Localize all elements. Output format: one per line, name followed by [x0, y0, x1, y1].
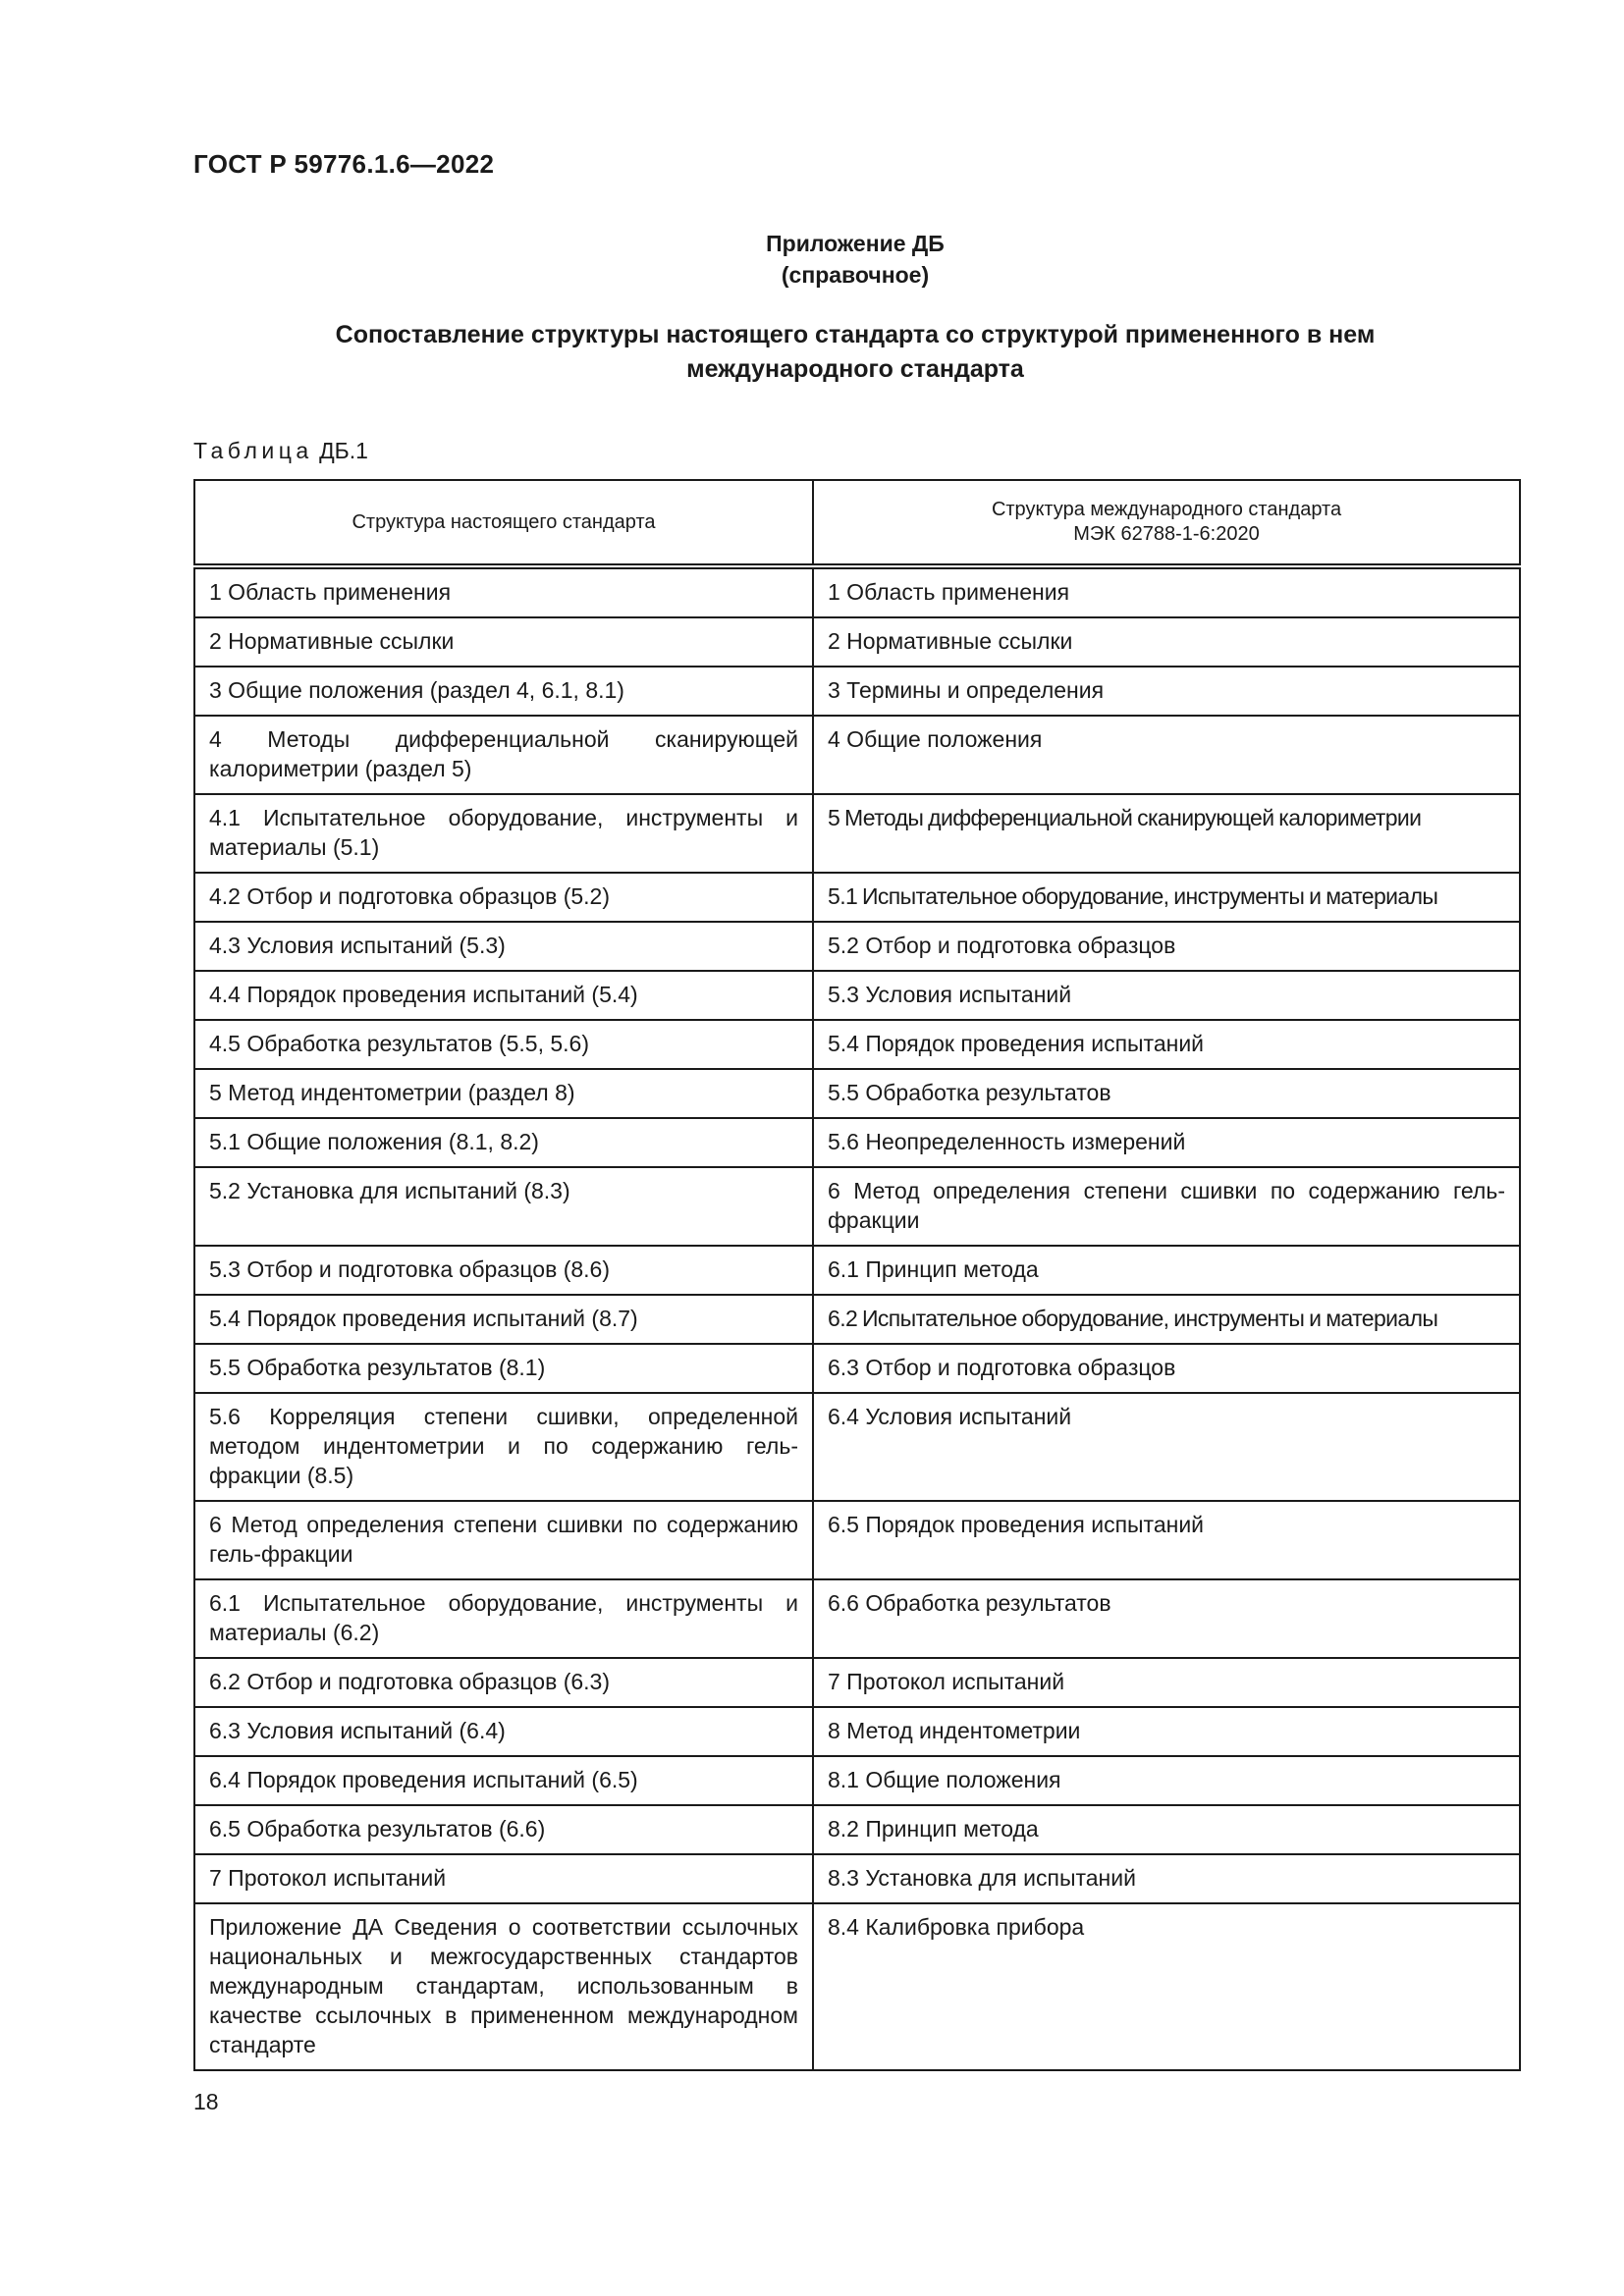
header-right-line-2: МЭК 62788-1-6:2020 [1073, 523, 1260, 545]
table-row [194, 1167, 1520, 1246]
cell-left: 4.5 Обработка результатов (5.5, 5.6) [194, 1020, 813, 1069]
annex-heading-line-1: Сопоставление структуры настоящего стандарта со структурой примененного в нем [335, 321, 1376, 348]
cell-right: 6.1 Принцип метода [813, 1246, 1520, 1295]
table-row [194, 1118, 1520, 1167]
cell-left: 5.6 Корреляция степени сшивки, определенной методом индентометрии и по содержанию гель-фракции (8.5) [194, 1393, 813, 1501]
cell-left: 5 Метод индентометрии (раздел 8) [194, 1069, 813, 1118]
table-row [194, 1658, 1520, 1707]
table-caption-word: Таблица [193, 438, 313, 463]
table-row [194, 716, 1520, 794]
table-row [194, 1295, 1520, 1344]
cell-left: 4.2 Отбор и подготовка образцов (5.2) [194, 873, 813, 922]
page-number: 18 [193, 2089, 219, 2114]
cell-left: 4.4 Порядок проведения испытаний (5.4) [194, 971, 813, 1020]
cell-left: 2 Нормативные ссылки [194, 617, 813, 667]
cell-right: 4 Общие положения [813, 716, 1520, 794]
table-caption-number: ДБ.1 [319, 438, 368, 463]
cell-left: 6.4 Порядок проведения испытаний (6.5) [194, 1756, 813, 1805]
cell-right: 8 Метод индентометрии [813, 1707, 1520, 1756]
cell-right: 8.2 Принцип метода [813, 1805, 1520, 1854]
cell-right: 5.3 Условия испытаний [813, 971, 1520, 1020]
cell-left: 5.3 Отбор и подготовка образцов (8.6) [194, 1246, 813, 1295]
annex-heading [193, 318, 1517, 387]
cell-left: 3 Общие положения (раздел 4, 6.1, 8.1) [194, 667, 813, 716]
cell-right: 6.5 Порядок проведения испытаний [813, 1501, 1520, 1579]
annex-title: Приложение ДБ [766, 231, 945, 256]
table-row [194, 1707, 1520, 1756]
cell-right: 6.2 Испытательное оборудование, инструменты и материалы [813, 1295, 1520, 1344]
table-row [194, 617, 1520, 667]
document-code: ГОСТ Р 59776.1.6—2022 [193, 149, 495, 179]
cell-right: 5.6 Неопределенность измерений [813, 1118, 1520, 1167]
table-row [194, 1393, 1520, 1501]
table-row [194, 667, 1520, 716]
cell-right: 3 Термины и определения [813, 667, 1520, 716]
cell-right: 8.1 Общие положения [813, 1756, 1520, 1805]
cell-right: 6.3 Отбор и подготовка образцов [813, 1344, 1520, 1393]
cell-left: 5.5 Обработка результатов (8.1) [194, 1344, 813, 1393]
cell-left: 5.1 Общие положения (8.1, 8.2) [194, 1118, 813, 1167]
table-row [194, 873, 1520, 922]
cell-right: 5.5 Обработка результатов [813, 1069, 1520, 1118]
annex-heading-line-2: международного стандарта [686, 355, 1024, 383]
header-right [813, 480, 1520, 566]
table-caption [193, 438, 368, 464]
annex-title-block [193, 228, 1517, 291]
cell-right: 2 Нормативные ссылки [813, 617, 1520, 667]
table-row [194, 794, 1520, 873]
table-row [194, 1020, 1520, 1069]
annex-subtitle: (справочное) [781, 262, 930, 288]
header-left: Структура настоящего стандарта [194, 480, 813, 566]
cell-left: 1 Область применения [194, 566, 813, 617]
table-row [194, 1756, 1520, 1805]
cell-left: 4 Методы дифференциальной сканирующей калориметрии (раздел 5) [194, 716, 813, 794]
cell-left: 6 Метод определения степени сшивки по содержанию гель-фракции [194, 1501, 813, 1579]
cell-left: 6.3 Условия испытаний (6.4) [194, 1707, 813, 1756]
cell-left: Приложение ДА Сведения о соответствии ссылочных национальных и межгосударственных стандартов международным стандартам, использованным в качестве ссылочных в примененном международном стандарте [194, 1903, 813, 2070]
cell-left: 6.2 Отбор и подготовка образцов (6.3) [194, 1658, 813, 1707]
cell-left: 7 Протокол испытаний [194, 1854, 813, 1903]
cell-right: 7 Протокол испытаний [813, 1658, 1520, 1707]
cell-left: 6.1 Испытательное оборудование, инструменты и материалы (6.2) [194, 1579, 813, 1658]
cell-left: 4.1 Испытательное оборудование, инструменты и материалы (5.1) [194, 794, 813, 873]
cell-left: 6.5 Обработка результатов (6.6) [194, 1805, 813, 1854]
cell-right: 5.2 Отбор и подготовка образцов [813, 922, 1520, 971]
table-header-row [194, 480, 1520, 566]
table-row [194, 1854, 1520, 1903]
header-right-line-1: Структура международного стандарта [991, 499, 1342, 520]
cell-left: 4.3 Условия испытаний (5.3) [194, 922, 813, 971]
cell-right: 8.3 Установка для испытаний [813, 1854, 1520, 1903]
cell-right: 5.1 Испытательное оборудование, инструменты и материалы [813, 873, 1520, 922]
table-row [194, 922, 1520, 971]
cell-right: 5.4 Порядок проведения испытаний [813, 1020, 1520, 1069]
table-row [194, 1805, 1520, 1854]
cell-right: 1 Область применения [813, 566, 1520, 617]
table-row [194, 1501, 1520, 1579]
cell-right: 6.4 Условия испытаний [813, 1393, 1520, 1501]
table-row [194, 1344, 1520, 1393]
table-row [194, 566, 1520, 617]
table-row [194, 971, 1520, 1020]
table-row [194, 1579, 1520, 1658]
table-row [194, 1069, 1520, 1118]
cell-right: 6 Метод определения степени сшивки по содержанию гель-фракции [813, 1167, 1520, 1246]
table-row [194, 1903, 1520, 2070]
cell-right: 6.6 Обработка результатов [813, 1579, 1520, 1658]
cell-right: 5 Методы дифференциальной сканирующей калориметрии [813, 794, 1520, 873]
table-row [194, 1246, 1520, 1295]
cell-right: 8.4 Калибровка прибора [813, 1903, 1520, 2070]
cell-left: 5.2 Установка для испытаний (8.3) [194, 1167, 813, 1246]
cell-left: 5.4 Порядок проведения испытаний (8.7) [194, 1295, 813, 1344]
comparison-table [193, 479, 1521, 2071]
